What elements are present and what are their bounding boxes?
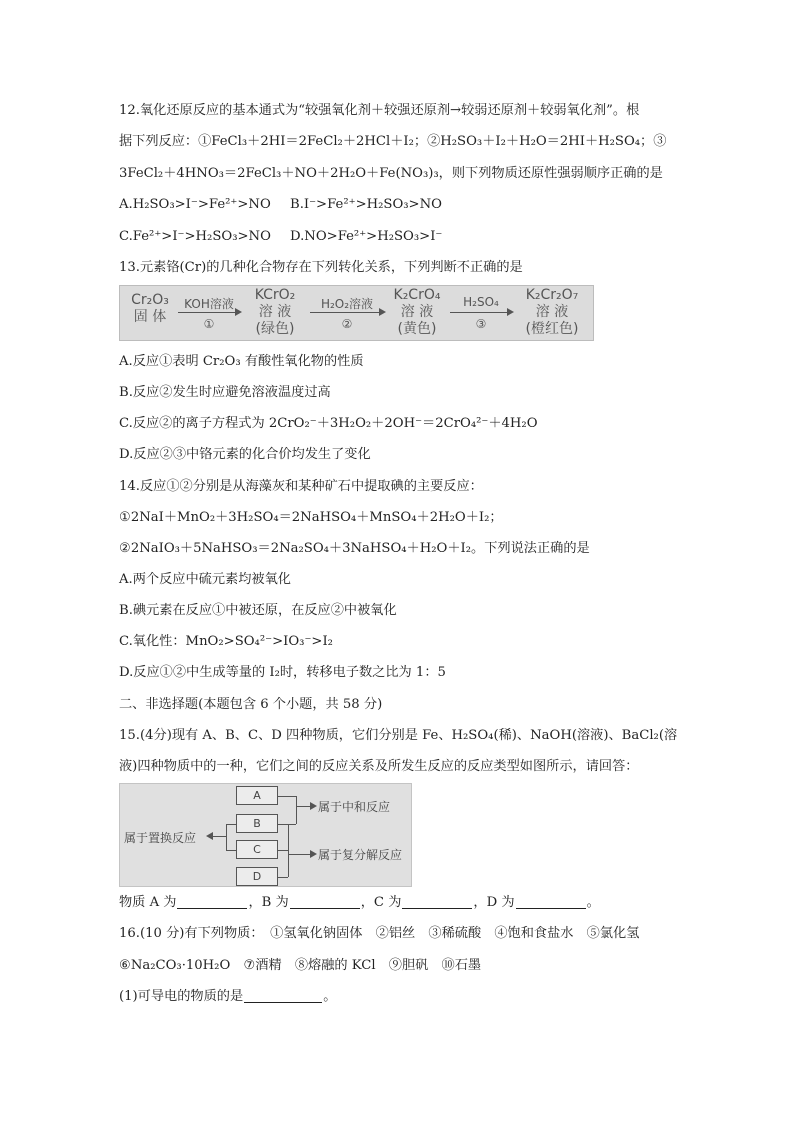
q12-option-d[interactable]: D.NO>Fe²⁺>H₂SO₃>I⁻ <box>290 229 443 244</box>
step-3-marker: ③ <box>475 317 487 331</box>
reaction-type-diagram <box>119 783 412 887</box>
node-k2cr2o7-formula: K₂Cr₂O₇ <box>525 287 579 303</box>
connector-double <box>288 854 311 855</box>
q15-label-b: ，B 为 <box>248 895 289 910</box>
q14-option-c[interactable]: C.氧化性：MnO₂>SO₄²⁻>IO₃⁻>I₂ <box>119 634 333 649</box>
chromium-conversion-diagram <box>119 285 594 341</box>
node-k2cr2o7-color: (橙红色) <box>525 321 579 337</box>
q16-part1-end: 。 <box>323 989 337 1004</box>
q12-option-a[interactable]: A.H₂SO₃>I⁻>Fe²⁺>NO <box>119 197 271 212</box>
label-neutralization: 属于中和反应 <box>318 800 391 814</box>
q16-part1 <box>119 987 336 1007</box>
label-displacement: 属于置换反应 <box>124 831 197 845</box>
reagent-3-label: H₂SO₄ <box>463 295 499 309</box>
connector-c-right <box>278 850 288 851</box>
q13-option-c[interactable]: C.反应②的离子方程式为 2CrO₂⁻＋3H₂O₂＋2OH⁻＝2CrO₄²⁻＋4H₂O <box>119 416 538 431</box>
q12-options-row1 <box>119 195 619 215</box>
arrow-double-icon <box>310 850 317 858</box>
q15-blank-b[interactable] <box>290 894 360 909</box>
connector-b-right <box>278 824 296 825</box>
node-k2cr2o7-state: 溶 液 <box>535 304 569 320</box>
q12-option-c[interactable]: C.Fe²⁺>I⁻>H₂SO₃>NO <box>119 229 271 244</box>
connector-bc <box>226 824 227 850</box>
q14-option-d[interactable]: D.反应①②中生成等量的 I₂时，转移电子数之比为 1：5 <box>119 665 446 680</box>
box-d: D <box>236 867 278 886</box>
node-k2cro4-color: (黄色) <box>397 321 437 337</box>
arrow-displace-icon <box>206 832 213 840</box>
reagent-1-label: KOH溶液 <box>184 297 234 311</box>
connector-bcd <box>288 824 289 877</box>
q15-end-punct: 。 <box>586 895 600 910</box>
node-k2cr2o7 <box>513 287 591 338</box>
q15-label-c: ，C 为 <box>360 895 402 910</box>
q14-reaction-1: ①2NaI＋MnO₂＋3H₂SO₄＝2NaHSO₄＋MnSO₄＋2H₂O＋I₂； <box>119 510 503 525</box>
q15-blank-a[interactable] <box>177 894 247 909</box>
q12-stem-line3: 3FeCl₂＋4HNO₃＝2FeCl₃＋NO＋2H₂O＋Fe(NO₃)₃，则下列物质还原性强弱顺序正确的是 <box>119 166 663 181</box>
node-cr2o3-state: 固 体 <box>133 309 167 325</box>
arrow-2 <box>310 312 384 313</box>
q15-answer-line <box>119 893 600 913</box>
node-kcro2-formula: KCrO₂ <box>254 287 296 303</box>
q15-stem-line1: 15.(4分)现有 A、B、C、D 四种物质，它们分别是 Fe、H₂SO₄(稀)、NaOH(溶液)、BaCl₂(溶 <box>119 728 678 743</box>
step-2-marker: ② <box>341 317 353 331</box>
q16-stem-line2: ⑥Na₂CO₃·10H₂O ⑦酒精 ⑧熔融的 KCl ⑨胆矾 ⑩石墨 <box>119 958 482 973</box>
node-kcro2-color: (绿色) <box>255 321 295 337</box>
q15-label-d: ，D 为 <box>473 895 515 910</box>
q14-stem: 14.反应①②分别是从海藻灰和某种矿石中提取碘的主要反应： <box>119 479 483 494</box>
box-a: A <box>236 786 278 805</box>
q15-label-a: 物质 A 为 <box>119 895 177 910</box>
q14-option-b[interactable]: B.碘元素在反应①中被还原，在反应②中被氧化 <box>119 603 397 618</box>
q12-option-b[interactable]: B.I⁻>Fe²⁺>H₂SO₃>NO <box>290 197 442 212</box>
node-kcro2-state: 溶 液 <box>258 304 292 320</box>
arrow-3 <box>450 312 512 313</box>
node-k2cro4-state: 溶 液 <box>400 304 434 320</box>
step-1-marker: ① <box>203 317 215 331</box>
arrow-neutral-icon <box>310 802 317 810</box>
q15-blank-c[interactable] <box>402 894 472 909</box>
node-k2cro4-formula: K₂CrO₄ <box>393 287 441 303</box>
q12-stem-line1: 12.氧化还原反应的基本通式为“较强氧化剂＋较强还原剂→较弱还原剂＋较弱氧化剂”。根 <box>119 103 640 118</box>
connector-a <box>278 796 296 797</box>
q15-stem-line2: 液)四种物质中的一种，它们之间的反应关系及所发生反应的反应类型如图所示，请回答： <box>119 759 639 774</box>
q16-stem-line1: 16.(10 分)有下列物质： ①氢氧化钠固体 ②铝丝 ③稀硫酸 ④饱和食盐水 ⑤氯化氢 <box>119 926 640 941</box>
q13-option-d[interactable]: D.反应②③中铬元素的化合价均发生了变化 <box>119 447 371 462</box>
reagent-2-label: H₂O₂溶液 <box>320 297 374 311</box>
q13-stem: 13.元素铬(Cr)的几种化合物存在下列转化关系，下列判断不正确的是 <box>119 260 523 275</box>
node-k2cro4 <box>386 287 448 338</box>
node-kcro2 <box>242 287 308 338</box>
connector-neutral <box>296 806 311 807</box>
q16-part1-label: (1)可导电的物质的是 <box>119 989 244 1004</box>
node-cr2o3 <box>124 292 176 326</box>
box-c: C <box>236 840 278 859</box>
q15-blank-d[interactable] <box>516 894 586 909</box>
node-cr2o3-formula: Cr₂O₃ <box>131 292 169 308</box>
connector-c-left <box>226 850 236 851</box>
connector-d-right <box>278 877 288 878</box>
arrow-1 <box>178 312 240 313</box>
q13-option-b[interactable]: B.反应②发生时应避免溶液温度过高 <box>119 385 331 400</box>
label-double-decomposition: 属于复分解反应 <box>318 848 403 862</box>
q14-reaction-2: ②2NaIO₃＋5NaHSO₃＝2Na₂SO₄＋3NaHSO₄＋H₂O＋I₂。下列说法正确的是 <box>119 541 590 556</box>
q12-stem-line2: 据下列反应：①FeCl₃＋2HI＝2FeCl₂＋2HCl＋I₂；②H₂SO₃＋I₂＋H₂O＝2HI＋H₂SO₄；③ <box>119 134 667 149</box>
connector-b-left <box>226 824 236 825</box>
connector-displace <box>212 836 226 837</box>
connector-ab <box>296 796 297 824</box>
q12-options-row2 <box>119 227 619 247</box>
section-heading: 二、非选择题(本题包含 6 个小题，共 58 分) <box>119 697 383 712</box>
box-b: B <box>236 814 278 833</box>
q14-option-a[interactable]: A.两个反应中硫元素均被氧化 <box>119 572 291 587</box>
q13-option-a[interactable]: A.反应①表明 Cr₂O₃ 有酸性氧化物的性质 <box>119 354 364 369</box>
q16-part1-blank[interactable] <box>244 988 322 1003</box>
